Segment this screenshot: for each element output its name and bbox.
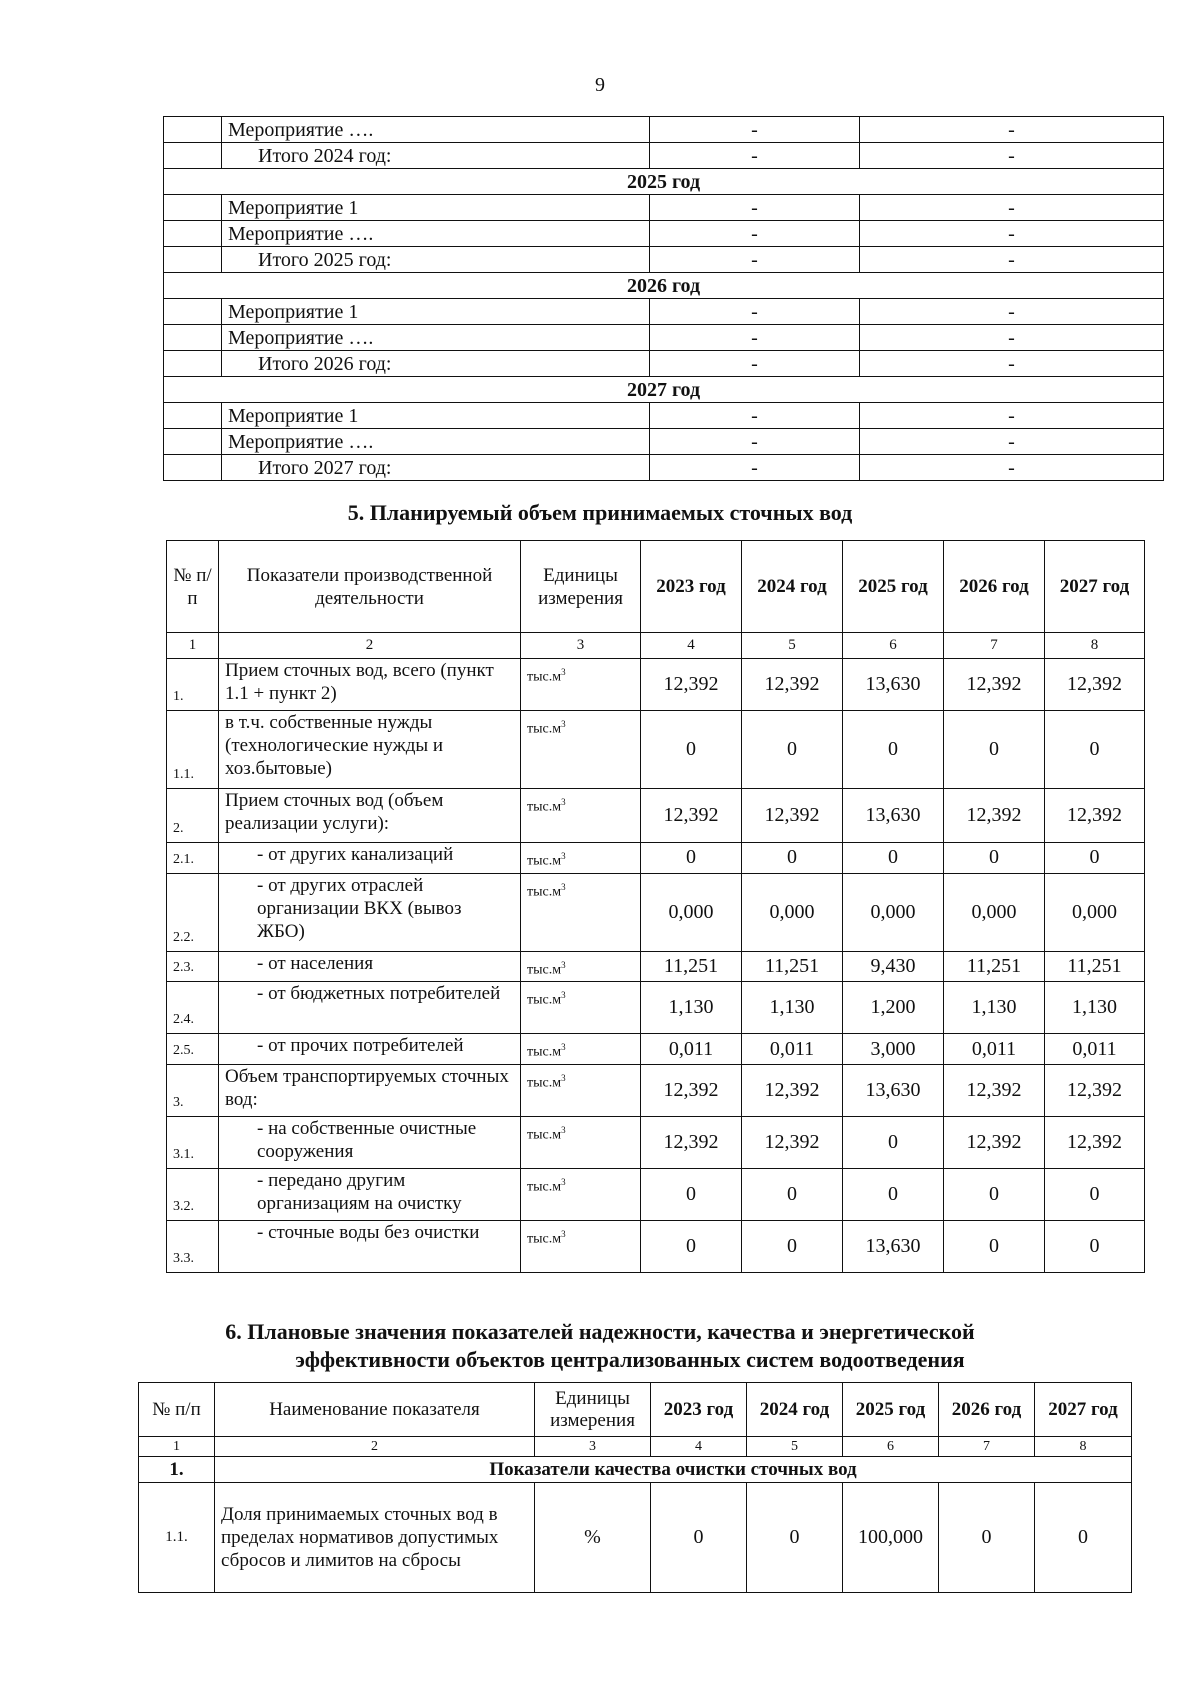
value-cell: 12,392 [1045, 1116, 1145, 1168]
value-cell: 12,392 [944, 1116, 1045, 1168]
row-number: 2.5. [167, 1034, 219, 1065]
value-cell: 12,392 [944, 1064, 1045, 1116]
unit-cell [521, 1064, 641, 1116]
indicator-name: - сточные воды без очистки [219, 1220, 521, 1272]
unit-cell [521, 1034, 641, 1065]
value-cell: 12,392 [944, 789, 1045, 843]
unit-cell [521, 1220, 641, 1272]
header-cell: Наименование показателя [215, 1383, 535, 1437]
column-number-row [167, 633, 1145, 659]
year-row [164, 377, 1164, 403]
table-row [167, 659, 1145, 711]
table-row [164, 455, 1164, 481]
unit-text: тыс.м [527, 1179, 562, 1195]
value-cell: 12,392 [641, 789, 742, 843]
section-6-title-line1: 6. Плановые значения показателей надежности, качества и энергетической [225, 1319, 975, 1344]
row-number: 1.1. [167, 711, 219, 789]
value-cell: 0 [944, 711, 1045, 789]
empty-cell [164, 143, 222, 169]
unit-text: тыс.м [527, 799, 562, 815]
total-label: Итого 2025 год: [222, 247, 650, 273]
value-cell: 0 [641, 843, 742, 874]
value-cell: 1,130 [1045, 982, 1145, 1034]
total-label: Итого 2027 год: [222, 455, 650, 481]
unit-text: тыс.м [527, 1127, 562, 1143]
value-cell: 0 [1045, 1168, 1145, 1220]
unit-cell [521, 789, 641, 843]
column-number: 5 [747, 1437, 843, 1457]
value-cell: 11,251 [742, 951, 843, 982]
table-row [164, 117, 1164, 143]
indicator-name: в т.ч. собственные нужды (технологические нужды и хоз.бытовые) [219, 711, 521, 789]
row-number: 2.2. [167, 873, 219, 951]
value-cell: - [650, 351, 860, 377]
row-number: 2. [167, 789, 219, 843]
value-cell: 13,630 [843, 789, 944, 843]
value-cell: 100,000 [843, 1483, 939, 1593]
table-row [164, 429, 1164, 455]
header-cell: 2025 год [843, 541, 944, 633]
activities-table [163, 116, 1164, 481]
unit-text: тыс.м [527, 1075, 562, 1091]
value-cell: - [860, 455, 1164, 481]
indicator-name: - от бюджетных потребителей [219, 982, 521, 1034]
value-cell: 12,392 [944, 659, 1045, 711]
empty-cell [164, 195, 222, 221]
header-cell: 2023 год [641, 541, 742, 633]
unit-superscript: 3 [561, 1124, 566, 1135]
table-header-row [167, 541, 1145, 633]
row-number: 1.1. [139, 1483, 215, 1593]
unit-cell [521, 711, 641, 789]
value-cell: 12,392 [641, 1064, 742, 1116]
table-row [167, 711, 1145, 789]
header-cell: 2024 год [747, 1383, 843, 1437]
column-number: 4 [641, 633, 742, 659]
value-cell: 0 [944, 1168, 1045, 1220]
value-cell: 0 [843, 1116, 944, 1168]
indicator-name: - от других отраслей организации ВКХ (вывоз ЖБО) [219, 873, 521, 951]
header-cell: 2025 год [843, 1383, 939, 1437]
column-number: 3 [521, 633, 641, 659]
value-cell: 0 [742, 843, 843, 874]
value-cell: 1,130 [641, 982, 742, 1034]
value-cell: 11,251 [641, 951, 742, 982]
row-number: 3. [167, 1064, 219, 1116]
value-cell: - [650, 455, 860, 481]
value-cell: 12,392 [1045, 1064, 1145, 1116]
unit-cell [521, 951, 641, 982]
value-cell: 12,392 [742, 789, 843, 843]
header-cell: № п/п [139, 1383, 215, 1437]
value-cell: 0 [1045, 843, 1145, 874]
value-cell: - [860, 221, 1164, 247]
value-cell: 12,392 [742, 1064, 843, 1116]
header-cell: Единицы измерения [535, 1383, 651, 1437]
activity-label: Мероприятие 1 [222, 403, 650, 429]
value-cell: 0 [641, 711, 742, 789]
column-number-row [139, 1437, 1132, 1457]
unit-superscript: 3 [561, 1072, 566, 1083]
section-6-title-line2: эффективности объектов централизованных систем водоотведения [295, 1347, 965, 1372]
value-cell: 0,000 [641, 873, 742, 951]
value-cell: 12,392 [742, 659, 843, 711]
value-cell: 0 [747, 1483, 843, 1593]
activity-label: Мероприятие …. [222, 325, 650, 351]
value-cell: 0 [843, 843, 944, 874]
header-cell: Единицы измерения [521, 541, 641, 633]
empty-cell [164, 351, 222, 377]
row-number: 2.3. [167, 951, 219, 982]
value-cell: 12,392 [1045, 789, 1145, 843]
value-cell: 0 [742, 1168, 843, 1220]
value-cell: - [860, 351, 1164, 377]
value-cell: 0,011 [641, 1034, 742, 1065]
table-row [167, 1034, 1145, 1065]
total-label: Итого 2026 год: [222, 351, 650, 377]
unit-cell: % [535, 1483, 651, 1593]
value-cell: - [650, 143, 860, 169]
indicator-name: Объем транспортируемых сточных вод: [219, 1064, 521, 1116]
column-number: 3 [535, 1437, 651, 1457]
table-row [164, 247, 1164, 273]
value-cell: - [650, 117, 860, 143]
empty-cell [164, 221, 222, 247]
section-row [139, 1457, 1132, 1483]
wastewater-volume-table [166, 540, 1145, 1273]
indicator-name: Прием сточных вод, всего (пункт 1.1 + пункт 2) [219, 659, 521, 711]
unit-superscript: 3 [561, 797, 566, 807]
indicator-name: - на собственные очистные сооружения [219, 1116, 521, 1168]
column-number: 2 [215, 1437, 535, 1457]
table-row [164, 195, 1164, 221]
value-cell: 0,000 [843, 873, 944, 951]
page-number: 9 [595, 74, 605, 96]
value-cell: 13,630 [843, 1220, 944, 1272]
activity-label: Мероприятие 1 [222, 299, 650, 325]
value-cell: 13,630 [843, 659, 944, 711]
unit-text: тыс.м [527, 853, 562, 869]
unit-text: тыс.м [527, 669, 562, 685]
value-cell: - [860, 429, 1164, 455]
unit-superscript: 3 [561, 1228, 566, 1239]
table-row [164, 325, 1164, 351]
unit-text: тыс.м [527, 1231, 562, 1247]
unit-text: тыс.м [527, 992, 562, 1008]
value-cell: - [860, 299, 1164, 325]
unit-superscript: 3 [561, 959, 566, 970]
column-number: 7 [944, 633, 1045, 659]
value-cell: 0 [641, 1168, 742, 1220]
value-cell: 12,392 [641, 1116, 742, 1168]
indicator-name: - от других канализаций [219, 843, 521, 874]
value-cell: - [860, 403, 1164, 429]
table-row [167, 789, 1145, 843]
header-cell: 2027 год [1035, 1383, 1132, 1437]
indicator-name: - от населения [219, 951, 521, 982]
unit-superscript: 3 [561, 881, 566, 892]
value-cell: 0,011 [944, 1034, 1045, 1065]
table-row [167, 1064, 1145, 1116]
value-cell: - [860, 117, 1164, 143]
total-label: Итого 2024 год: [222, 143, 650, 169]
column-number: 2 [219, 633, 521, 659]
table-row [164, 351, 1164, 377]
unit-superscript: 3 [561, 719, 566, 729]
value-cell: - [650, 195, 860, 221]
value-cell: 3,000 [843, 1034, 944, 1065]
value-cell: 0 [742, 711, 843, 789]
column-number: 8 [1045, 633, 1145, 659]
column-number: 8 [1035, 1437, 1132, 1457]
column-number: 6 [843, 633, 944, 659]
table-row [139, 1483, 1132, 1593]
header-cell: 2027 год [1045, 541, 1145, 633]
value-cell: 0,011 [742, 1034, 843, 1065]
year-row [164, 169, 1164, 195]
value-cell: 12,392 [1045, 659, 1145, 711]
header-cell: 2026 год [939, 1383, 1035, 1437]
value-cell: 0 [1045, 1220, 1145, 1272]
value-cell: - [860, 325, 1164, 351]
year-label: 2027 год [164, 377, 1164, 403]
unit-superscript: 3 [561, 1042, 566, 1053]
unit-cell [521, 1168, 641, 1220]
unit-cell [521, 843, 641, 874]
unit-superscript: 3 [561, 990, 566, 1001]
unit-text: тыс.м [527, 962, 562, 978]
unit-superscript: 3 [561, 1176, 566, 1187]
unit-cell [521, 982, 641, 1034]
unit-text: тыс.м [527, 721, 562, 737]
value-cell: 12,392 [742, 1116, 843, 1168]
section-label: Показатели качества очистки сточных вод [215, 1457, 1132, 1483]
empty-cell [164, 429, 222, 455]
indicator-name: Прием сточных вод (объем реализации услуги): [219, 789, 521, 843]
value-cell: 1,200 [843, 982, 944, 1034]
activity-label: Мероприятие …. [222, 221, 650, 247]
value-cell: 0 [939, 1483, 1035, 1593]
quality-indicators-table [138, 1382, 1132, 1593]
value-cell: - [860, 143, 1164, 169]
activity-label: Мероприятие 1 [222, 195, 650, 221]
table-header-row [139, 1383, 1132, 1437]
value-cell: 0,011 [1045, 1034, 1145, 1065]
header-cell: Показатели производственной деятельности [219, 541, 521, 633]
value-cell: 0 [651, 1483, 747, 1593]
value-cell: 0 [1045, 711, 1145, 789]
year-label: 2026 год [164, 273, 1164, 299]
value-cell: - [860, 247, 1164, 273]
value-cell: 0 [944, 1220, 1045, 1272]
column-number: 7 [939, 1437, 1035, 1457]
section-number: 1. [139, 1457, 215, 1483]
column-number: 1 [139, 1437, 215, 1457]
unit-text: тыс.м [527, 884, 562, 900]
row-number: 2.4. [167, 982, 219, 1034]
unit-superscript: 3 [561, 667, 566, 677]
value-cell: - [650, 403, 860, 429]
year-label: 2025 год [164, 169, 1164, 195]
value-cell: 12,392 [641, 659, 742, 711]
activity-label: Мероприятие …. [222, 117, 650, 143]
unit-cell [521, 1116, 641, 1168]
value-cell: 1,130 [742, 982, 843, 1034]
section-5-title: 5. Планируемый объем принимаемых сточных вод [347, 500, 853, 525]
year-row [164, 273, 1164, 299]
empty-cell [164, 325, 222, 351]
value-cell: 0,000 [742, 873, 843, 951]
column-number: 5 [742, 633, 843, 659]
table-row [167, 1168, 1145, 1220]
indicator-name: Доля принимаемых сточных вод в пределах нормативов допустимых сбросов и лимитов на сбросы [215, 1483, 535, 1593]
table-row [164, 143, 1164, 169]
value-cell: - [650, 325, 860, 351]
table-row [164, 403, 1164, 429]
table-row [164, 221, 1164, 247]
value-cell: 0 [641, 1220, 742, 1272]
empty-cell [164, 455, 222, 481]
unit-superscript: 3 [561, 851, 566, 861]
row-number: 3.1. [167, 1116, 219, 1168]
empty-cell [164, 403, 222, 429]
column-number: 1 [167, 633, 219, 659]
table-row [167, 843, 1145, 874]
value-cell: 9,430 [843, 951, 944, 982]
value-cell: 0 [742, 1220, 843, 1272]
value-cell: 0 [1035, 1483, 1132, 1593]
indicator-name: - от прочих потребителей [219, 1034, 521, 1065]
empty-cell [164, 247, 222, 273]
value-cell: - [650, 247, 860, 273]
table-row [167, 873, 1145, 951]
value-cell: - [650, 221, 860, 247]
value-cell: 0,000 [944, 873, 1045, 951]
table-row [167, 982, 1145, 1034]
table-row [164, 299, 1164, 325]
column-number: 6 [843, 1437, 939, 1457]
row-number: 1. [167, 659, 219, 711]
header-cell: № п/п [167, 541, 219, 633]
row-number: 3.3. [167, 1220, 219, 1272]
unit-cell [521, 659, 641, 711]
value-cell: 11,251 [1045, 951, 1145, 982]
table-row [167, 1220, 1145, 1272]
value-cell: 0 [843, 711, 944, 789]
section-6-title [0, 1318, 1200, 1374]
empty-cell [164, 117, 222, 143]
column-number: 4 [651, 1437, 747, 1457]
unit-cell [521, 873, 641, 951]
unit-text: тыс.м [527, 1044, 562, 1060]
value-cell: 11,251 [944, 951, 1045, 982]
value-cell: 0,000 [1045, 873, 1145, 951]
header-cell: 2023 год [651, 1383, 747, 1437]
activity-label: Мероприятие …. [222, 429, 650, 455]
value-cell: 0 [843, 1168, 944, 1220]
row-number: 2.1. [167, 843, 219, 874]
table-row [167, 1116, 1145, 1168]
value-cell: - [650, 299, 860, 325]
value-cell: - [860, 195, 1164, 221]
value-cell: - [650, 429, 860, 455]
indicator-name: - передано другим организациям на очистку [219, 1168, 521, 1220]
value-cell: 1,130 [944, 982, 1045, 1034]
table-row [167, 951, 1145, 982]
value-cell: 13,630 [843, 1064, 944, 1116]
empty-cell [164, 299, 222, 325]
row-number: 3.2. [167, 1168, 219, 1220]
value-cell: 0 [944, 843, 1045, 874]
header-cell: 2024 год [742, 541, 843, 633]
header-cell: 2026 год [944, 541, 1045, 633]
